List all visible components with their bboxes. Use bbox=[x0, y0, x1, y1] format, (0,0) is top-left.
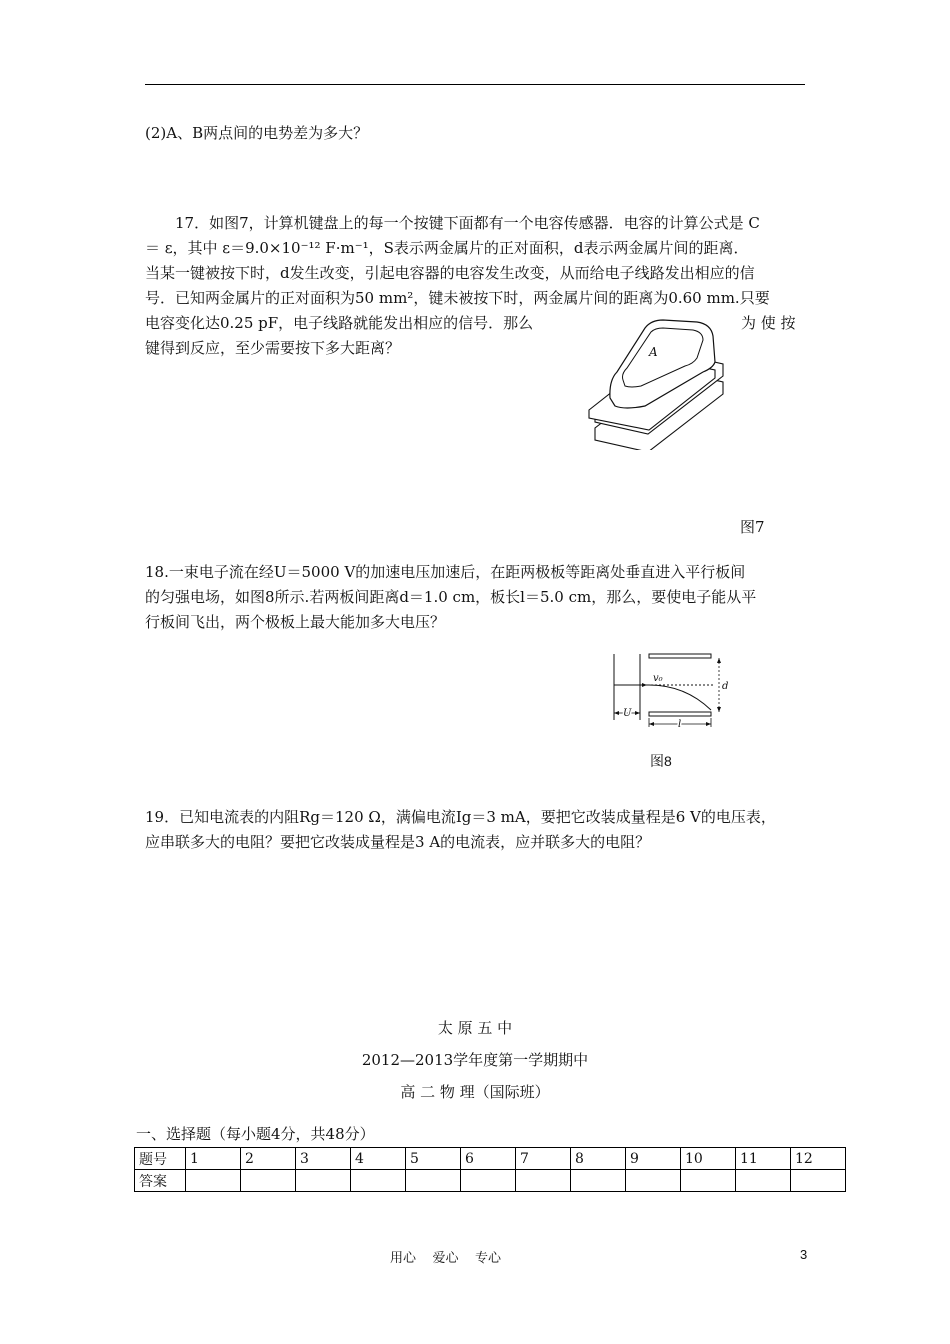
table-cell-number: 3 bbox=[296, 1148, 351, 1170]
answer-cell[interactable] bbox=[791, 1170, 846, 1192]
answer-cell[interactable] bbox=[736, 1170, 791, 1192]
table-cell-number: 2 bbox=[241, 1148, 296, 1170]
figure-7-caption: 图7 bbox=[740, 518, 765, 536]
header-rule bbox=[145, 84, 805, 85]
table-cell-number: 11 bbox=[736, 1148, 791, 1170]
q17-line-2: ＝ ε，其中 ε＝9.0×10⁻¹² F·m⁻¹，S表示两金属片的正对面积，d表示两金属片间的距离． bbox=[145, 239, 749, 257]
school-name: 太 原 五 中 bbox=[437, 1019, 513, 1037]
answer-cell[interactable] bbox=[296, 1170, 351, 1192]
answer-cell[interactable] bbox=[516, 1170, 571, 1192]
answer-cell[interactable] bbox=[406, 1170, 461, 1192]
q17-line-1: 17．如图7，计算机键盘上的每一个按键下面都有一个电容传感器．电容的计算公式是 C bbox=[175, 214, 760, 232]
upper-plate bbox=[649, 654, 711, 658]
answer-cell[interactable] bbox=[681, 1170, 736, 1192]
q17-line-5: 电容变化达0.25 pF，电子线路就能发出相应的信号．那么 bbox=[145, 314, 534, 332]
table-cell-number: 7 bbox=[516, 1148, 571, 1170]
lower-plate bbox=[649, 712, 711, 716]
answer-cell[interactable] bbox=[186, 1170, 241, 1192]
table-row-numbers bbox=[135, 1148, 846, 1170]
subject-title: 高 二 物 理（国际班） bbox=[400, 1083, 550, 1101]
label-l: l bbox=[678, 719, 682, 728]
label-v0: v₀ bbox=[653, 673, 663, 684]
table-cell-number: 1 bbox=[186, 1148, 241, 1170]
table-cell-number: 4 bbox=[351, 1148, 406, 1170]
label-u: U bbox=[623, 708, 632, 719]
figure-7-keyboard-capacitor bbox=[585, 310, 735, 450]
term-title: 2012—2013学年度第一学期期中 bbox=[361, 1051, 589, 1069]
table-cell-number: 5 bbox=[406, 1148, 461, 1170]
q16-part2: (2)A、B两点间的电势差为多大？ bbox=[145, 124, 369, 142]
table-header-answer: 答案 bbox=[135, 1170, 186, 1192]
q17-line-4: 号．已知两金属片的正对面积为50 mm²，键未被按下时，两金属片间的距离为0.60 mm.只要 bbox=[145, 289, 770, 307]
answer-cell[interactable] bbox=[461, 1170, 516, 1192]
table-header-number: 题号 bbox=[135, 1148, 186, 1170]
q18-line-1: 18.一束电子流在经U＝5000 V的加速电压加速后，在距两极板等距离处垂直进入平行板间 bbox=[145, 563, 746, 581]
q19-line-1: 19．已知电流表的内阻Rg＝120 Ω，满偏电流Ig＝3 mA，要把它改装成量程是6 V的电压表， bbox=[145, 808, 776, 826]
answer-cell[interactable] bbox=[571, 1170, 626, 1192]
answer-cell[interactable] bbox=[351, 1170, 406, 1192]
q18-line-2: 的匀强电场，如图8所示.若两板间距离d＝1.0 cm，板长l＝5.0 cm，那么，要使电子能从平 bbox=[145, 588, 757, 606]
q17-line-6: 键得到反应，至少需要按下多大距离？ bbox=[145, 339, 401, 357]
footer-motto: 用心 爱心 专心 bbox=[390, 1251, 502, 1266]
key-label-a: A bbox=[649, 345, 658, 359]
q18-line-3: 行板间飞出，两个极板上最大能加多大电压？ bbox=[145, 613, 446, 631]
label-d: d bbox=[722, 681, 729, 692]
answer-cell[interactable] bbox=[241, 1170, 296, 1192]
section-title: 一、选择题（每小题4分，共48分） bbox=[136, 1125, 375, 1143]
table-cell-number: 8 bbox=[571, 1148, 626, 1170]
figure-8-deflection-diagram bbox=[605, 648, 735, 728]
table-cell-number: 10 bbox=[681, 1148, 736, 1170]
q17-line-3: 当某一键被按下时，d发生改变，引起电容器的电容发生改变，从而给电子线路发出相应的信 bbox=[145, 264, 755, 282]
figure-8-caption: 图8 bbox=[650, 753, 672, 769]
table-cell-number: 6 bbox=[461, 1148, 516, 1170]
q17-line-5-tail: 为 使 按 bbox=[741, 314, 796, 332]
table-cell-number: 12 bbox=[791, 1148, 846, 1170]
page-number: 3 bbox=[800, 1247, 808, 1262]
table-row-answers bbox=[135, 1170, 846, 1192]
table-cell-number: 9 bbox=[626, 1148, 681, 1170]
q19-line-2: 应串联多大的电阻？要把它改装成量程是3 A的电流表，应并联多大的电阻？ bbox=[145, 833, 651, 851]
answer-cell[interactable] bbox=[626, 1170, 681, 1192]
electron-trajectory bbox=[649, 685, 711, 710]
answer-table bbox=[134, 1147, 846, 1192]
